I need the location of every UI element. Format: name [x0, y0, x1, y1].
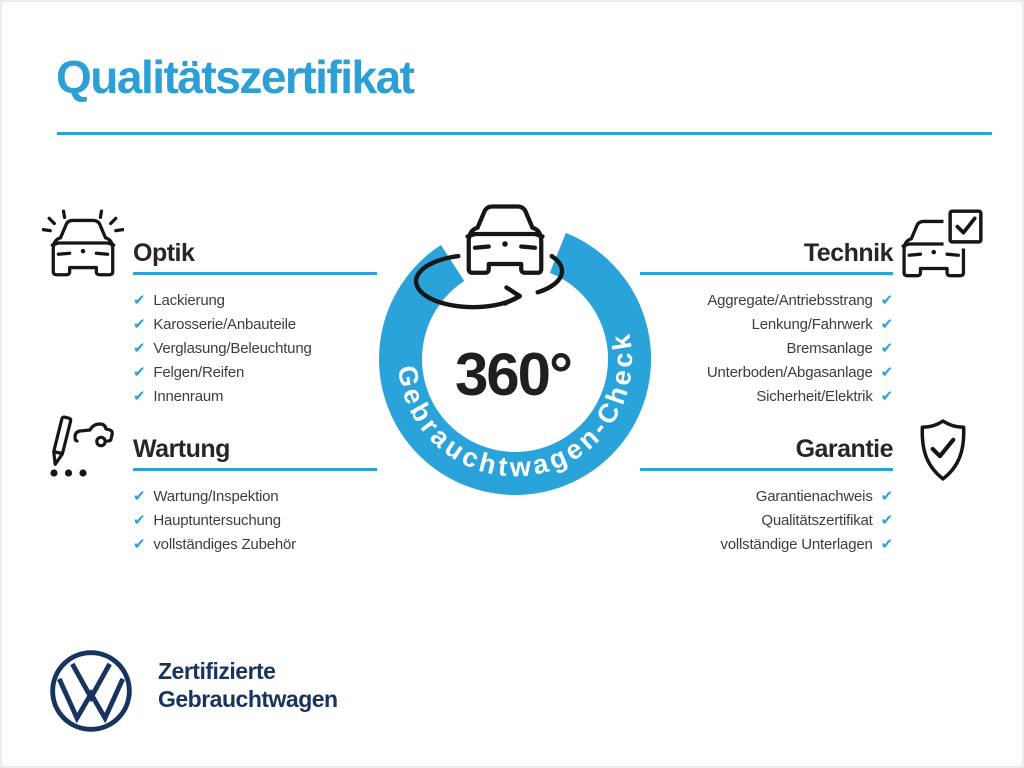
list-item: [640, 384, 893, 408]
brand-text: [158, 657, 338, 713]
list-item: [133, 360, 377, 384]
check-icon: ✔: [133, 316, 146, 334]
check-icon: ✔: [880, 363, 893, 381]
check-icon: ✔: [133, 292, 146, 310]
section-title: Technik: [803, 239, 893, 267]
item-label: vollständiges Zubehör: [153, 535, 296, 553]
item-label: vollständige Unterlagen: [720, 535, 873, 553]
list-item: [640, 313, 893, 337]
checklist: [640, 289, 893, 408]
list-item: [640, 509, 893, 533]
section-title: Wartung: [133, 435, 230, 463]
section-technik: [640, 240, 893, 408]
badge-ring-label: Gebrauchtwagen-Check: [391, 331, 639, 483]
list-item: [133, 289, 377, 313]
item-label: Lenkung/Fahrwerk: [751, 316, 873, 334]
shield-check-icon: [915, 418, 971, 482]
item-label: Sicherheit/Elektrik: [756, 387, 873, 405]
check-icon: ✔: [880, 292, 893, 310]
check-icon: ✔: [133, 387, 146, 405]
list-item: [133, 313, 377, 337]
list-item: [133, 485, 377, 509]
360-check-badge: [355, 197, 675, 513]
list-item: [133, 384, 377, 408]
item-label: Qualitätszertifikat: [761, 512, 873, 530]
item-label: Wartung/Inspektion: [153, 488, 279, 506]
check-icon: ✔: [880, 512, 893, 530]
section-optik: [133, 240, 377, 408]
checklist: [133, 289, 377, 408]
item-label: Lackierung: [153, 292, 225, 310]
list-item: [640, 533, 893, 557]
check-icon: ✔: [133, 363, 146, 381]
section-title: Garantie: [795, 435, 893, 463]
check-icon: ✔: [133, 339, 146, 357]
section-divider: [640, 468, 893, 471]
item-label: Verglasung/Beleuchtung: [153, 339, 312, 357]
check-icon: ✔: [880, 316, 893, 334]
section-divider: [133, 468, 377, 471]
section-divider: [133, 272, 377, 275]
badge-degrees: 360°: [454, 341, 572, 408]
list-item: [133, 533, 377, 557]
sparkling-car-icon: [42, 208, 124, 280]
brand-line-1: Zertifizierte: [158, 658, 276, 684]
title-divider: [57, 132, 992, 135]
car-checkbox-icon: [901, 207, 987, 285]
check-icon: ✔: [133, 488, 146, 506]
item-label: Karosserie/Anbauteile: [153, 316, 296, 334]
section-divider: [640, 272, 893, 275]
item-label: Hauptuntersuchung: [153, 512, 281, 530]
check-icon: ✔: [880, 488, 893, 506]
item-label: Unterboden/Abgasanlage: [706, 363, 873, 381]
list-item: [640, 289, 893, 313]
checklist: [133, 485, 377, 556]
checklist: [640, 485, 893, 556]
section-garantie: [640, 436, 893, 556]
check-icon: ✔: [880, 535, 893, 553]
list-item: [640, 360, 893, 384]
page-title: Qualitätszertifikat: [56, 51, 414, 103]
list-item: [640, 485, 893, 509]
check-icon: ✔: [880, 387, 893, 405]
check-icon: ✔: [133, 535, 146, 553]
section-title: Optik: [133, 239, 195, 267]
vw-logo: [48, 648, 134, 734]
item-label: Bremsanlage: [786, 339, 873, 357]
list-item: [133, 509, 377, 533]
item-label: Aggregate/Antriebsstrang: [707, 292, 873, 310]
list-item: [640, 337, 893, 361]
item-label: Garantienachweis: [755, 488, 873, 506]
check-icon: ✔: [133, 512, 146, 530]
check-icon: ✔: [880, 339, 893, 357]
service-checklist-icon: [44, 412, 116, 480]
brand-line-2: Gebrauchtwagen: [158, 686, 338, 712]
list-item: [133, 337, 377, 361]
section-wartung: [133, 436, 377, 556]
item-label: Felgen/Reifen: [153, 363, 245, 381]
item-label: Innenraum: [153, 387, 224, 405]
